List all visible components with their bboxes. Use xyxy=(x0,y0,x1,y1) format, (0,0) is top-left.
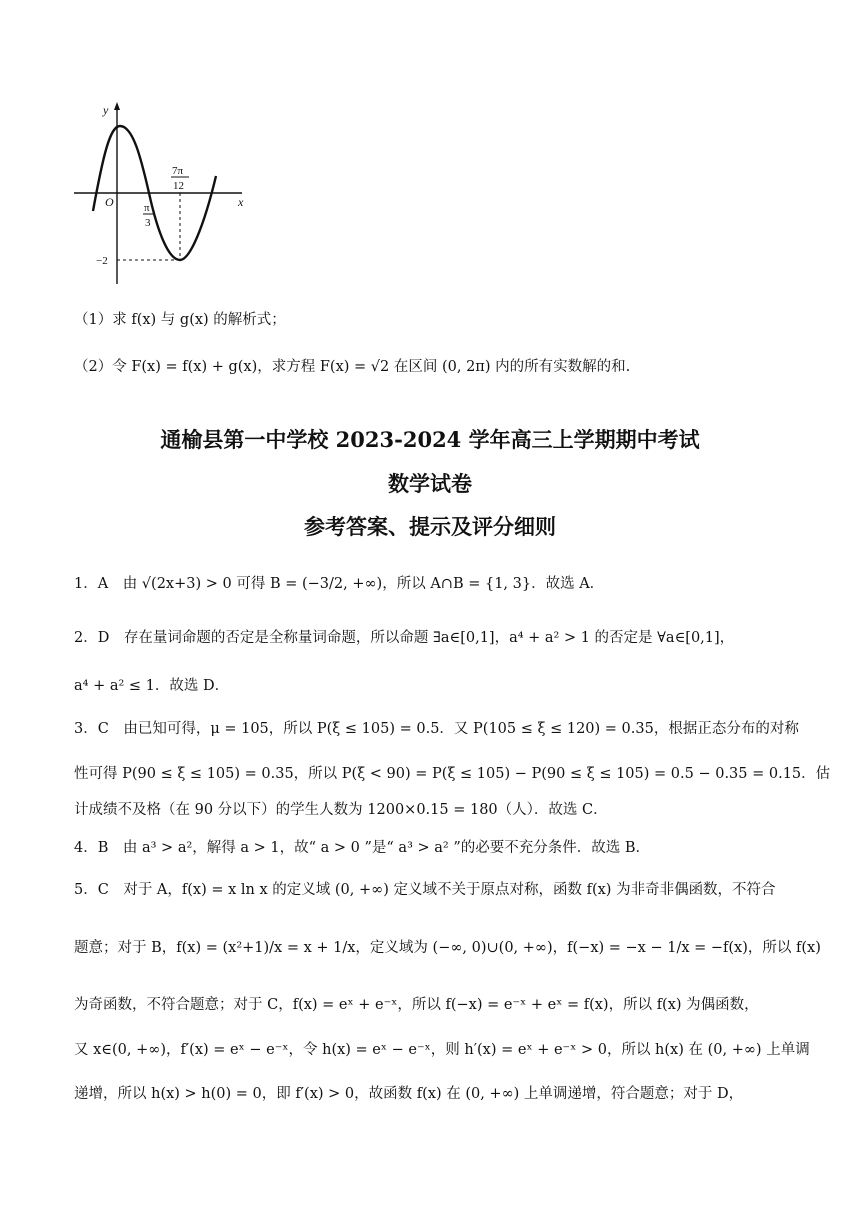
answer-5-line-5: 递增，所以 h(x) > h(0) = 0，即 f′(x) > 0，故函数 f(x) 在 (0, +∞) 上单调递增，符合题意；对于 D， xyxy=(74,1086,744,1102)
answer-4: 4．B 由 a³ > a²，解得 a > 1，故“ a > 0 ”是“ a³ > a² ”的必要不充分条件．故选 B． xyxy=(74,840,650,856)
answer-5-line-3: 为奇函数，不符合题意；对于 C，f(x) = eˣ + e⁻ˣ，所以 f(−x) = e⁻ˣ + eˣ = f(x)，所以 f(x) 为偶函数， xyxy=(74,997,759,1013)
answer-title: 参考答案、提示及评分细则 xyxy=(304,514,556,539)
min-value-label: −2 xyxy=(96,255,108,267)
tick-pi-3-num: π xyxy=(144,202,150,214)
function-graph xyxy=(66,96,256,296)
answer-2-line-2: a⁴ + a² ≤ 1．故选 D． xyxy=(74,678,230,694)
tick-7pi-12-num: 7π xyxy=(172,165,184,177)
y-axis-label: y xyxy=(103,103,109,117)
question-2: （2）令 F(x) = f(x) + g(x)，求方程 F(x) = √2 在区间 (0, 2π) 内的所有实数解的和. xyxy=(74,359,631,375)
answer-1: 1．A 由 √(2x+3) > 0 可得 B = (−3/2, +∞)，所以 A∩B = {1, 3}．故选 A． xyxy=(74,576,605,592)
answer-2-line-1: 2．D 存在量词命题的否定是全称量词命题，所以命题 ∃a∈[0,1]，a⁴ + a² > 1 的否定是 ∀a∈[0,1]， xyxy=(74,630,735,646)
paper-title: 数学试卷 xyxy=(388,471,472,496)
answer-3-line-2: 性可得 P(90 ≤ ξ ≤ 105) = 0.35，所以 P(ξ < 90) = P(ξ ≤ 105) − P(90 ≤ ξ ≤ 105) = 0.5 − 0.35 = 0.15．估 xyxy=(74,766,831,782)
y-axis-arrow xyxy=(114,102,120,110)
origin-label: O xyxy=(105,195,114,209)
answer-5-line-2: 题意；对于 B，f(x) = (x²+1)/x = x + 1/x，定义域为 (−∞, 0)∪(0, +∞)，f(−x) = −x − 1/x = −f(x)，所以 f(x) xyxy=(74,940,821,956)
answer-3-line-1: 3．C 由已知可得，μ = 105，所以 P(ξ ≤ 105) = 0.5．又 P(105 ≤ ξ ≤ 120) = 0.35，根据正态分布的对称 xyxy=(74,721,799,737)
tick-7pi-12-den: 12 xyxy=(173,180,184,192)
question-1: （1）求 f(x) 与 g(x) 的解析式； xyxy=(74,312,286,328)
x-axis-label: x xyxy=(238,195,244,209)
answer-5-line-1: 5．C 对于 A，f(x) = x ln x 的定义域 (0, +∞) 定义域不关于原点对称，函数 f(x) 为非奇非偶函数，不符合 xyxy=(74,882,776,898)
tick-pi-3-den: 3 xyxy=(145,217,151,229)
answer-5-line-4: 又 x∈(0, +∞)，f′(x) = eˣ − e⁻ˣ，令 h(x) = eˣ − e⁻ˣ，则 h′(x) = eˣ + e⁻ˣ > 0，所以 h(x) 在 (0, +∞) 上单调 xyxy=(74,1042,810,1058)
answer-3-line-3: 计成绩不及格（在 90 分以下）的学生人数为 1200×0.15 = 180（人）．故选 C． xyxy=(74,802,608,818)
school-title: 通榆县第一中学校 2023-2024 学年高三上学期期中考试 xyxy=(160,427,700,452)
